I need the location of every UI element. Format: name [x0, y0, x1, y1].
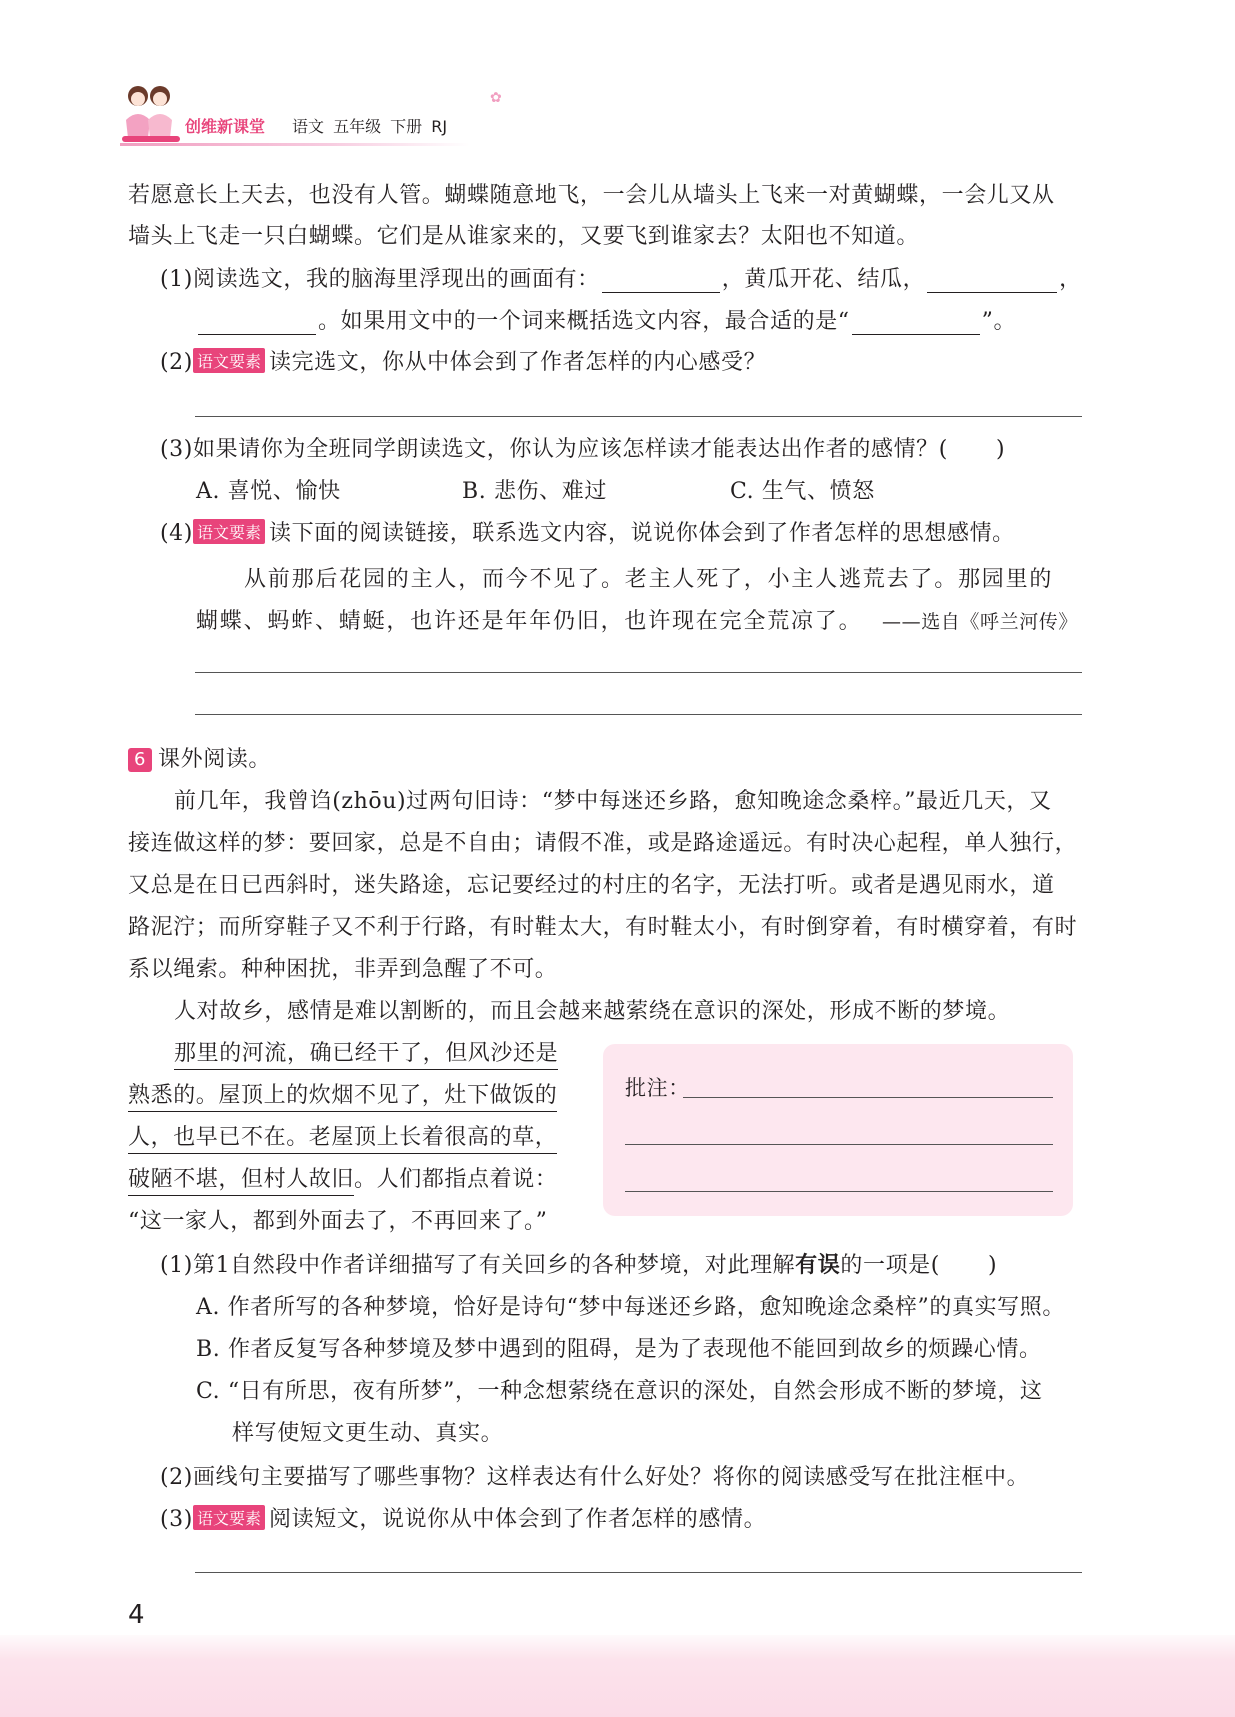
header-info: 语文 五年级 下册 RJ: [292, 117, 448, 136]
annotation-line[interactable]: [625, 1191, 1053, 1192]
language-element-badge: 语文要素: [193, 519, 265, 544]
reading-link-source: ——选自《呼兰河传》: [882, 611, 1079, 633]
question-1: [160, 262, 1082, 293]
answer-blank-3[interactable]: [198, 312, 316, 335]
answer-blank-2[interactable]: [927, 270, 1057, 293]
question-3: [160, 432, 1005, 463]
s6-question-3-num: (3): [160, 1507, 193, 1532]
article-para-1-line-3: 又总是在日已西斜时，迷失路途，忘记要经过的村庄的名字，无法打听。或者是遇见雨水，道: [128, 873, 1055, 898]
answer-line[interactable]: [195, 416, 1082, 417]
question-1-text: (1)阅读选文，我的脑海里浮现出的画面有：: [160, 267, 600, 292]
article-para-1-line-2: 接连做这样的梦：要回家，总是不自由；请假不准，或是路途遥远。有时决心起程，单人独行，: [128, 831, 1078, 856]
article-para-1-line-4: 路泥泞；而所穿鞋子又不利于行路，有时鞋太大，有时鞋太小，有时倒穿着，有时横穿着，有时: [128, 915, 1078, 940]
s6-question-1-post: 的一项是(: [840, 1253, 940, 1278]
answer-line[interactable]: [195, 672, 1082, 673]
s6-option-c-cont: 样写使短文更生动、真实。: [232, 1421, 504, 1446]
language-element-badge: 语文要素: [193, 1505, 265, 1530]
section-title: 课外阅读。: [158, 747, 272, 772]
question-4-text: 读下面的阅读链接，联系选文内容，说说你体会到了作者怎样的思想感情。: [268, 521, 1015, 546]
option-b[interactable]: B. 悲伤、难过: [462, 479, 607, 504]
logo-icon: [118, 80, 184, 146]
question-3-close: ): [995, 437, 1006, 462]
s6-option-c[interactable]: C. “日有所思，夜有所梦”，一种念想萦绕在意识的深处，自然会形成不断的梦境，这: [196, 1379, 1043, 1404]
article-para-2: 人对故乡，感情是难以割断的，而且会越来越萦绕在意识的深处，形成不断的梦境。: [174, 999, 1011, 1024]
s6-option-b[interactable]: B. 作者反复写各种梦境及梦中遇到的阻碍，是为了表现他不能回到故乡的烦躁心情。: [196, 1337, 1042, 1362]
option-a[interactable]: A. 喜悦、愉快: [196, 479, 341, 504]
underlined-line-4: 破陋不堪，但村人故旧。人们都指点着说：: [128, 1162, 557, 1193]
passage-line-1: 若愿意长上天去，也没有人管。蝴蝶随意地飞，一会儿从墙头上飞来一对黄蝴蝶，一会儿又从: [128, 183, 1055, 208]
question-4-num: (4): [160, 521, 193, 546]
footer-decoration: [0, 1635, 1235, 1717]
question-4: [160, 516, 1015, 547]
question-2: [160, 345, 766, 376]
article-para-3-end: “这一家人，都到外面去了，不再回来了。”: [128, 1209, 548, 1234]
emphasis-text: 有误: [795, 1253, 841, 1278]
s6-question-1-close: ): [987, 1253, 998, 1278]
article-para-1-line-1: 前几年，我曾诌(zhōu)过两句旧诗：“梦中每迷还乡路，愈知晚途念桑梓。”最近几天，又: [174, 789, 1052, 814]
question-2-num: (2): [160, 350, 193, 375]
answer-blank-4[interactable]: [852, 312, 980, 335]
s6-question-1-text: (1)第1自然段中作者详细描写了有关回乡的各种梦境，对此理解: [160, 1253, 796, 1278]
reading-link-line-2: 蝴蝶、蚂蚱、蜻蜓，也许还是年年仍旧，也许现在完全荒凉了。: [196, 609, 863, 634]
annotation-line[interactable]: [683, 1097, 1053, 1098]
section-number-badge: 6: [128, 748, 152, 772]
flower-decoration-icon: ✿: [490, 90, 502, 106]
section-6-heading: [128, 742, 271, 773]
language-element-badge: 语文要素: [193, 348, 265, 373]
underlined-line-1: 那里的河流，确已经干了，但风沙还是: [174, 1036, 558, 1067]
answer-line[interactable]: [195, 1572, 1082, 1573]
underlined-line-2: 熟悉的。屋顶上的炊烟不见了，灶下做饭的: [128, 1078, 557, 1109]
s6-option-a[interactable]: A. 作者所写的各种梦境，恰好是诗句“梦中每迷还乡路，愈知晚途念桑梓”的真实写照。: [196, 1295, 1065, 1320]
s6-question-3-text: 阅读短文，说说你从中体会到了作者怎样的感情。: [268, 1507, 767, 1532]
question-1-summary: 。如果用文中的一个词来概括选文内容，最合适的是“: [318, 309, 850, 334]
question-1-cont: [196, 304, 1016, 335]
passage-line-2: 墙头上飞走一只白蝴蝶。它们是从谁家来的，又要飞到谁家去？太阳也不知道。: [128, 224, 920, 249]
question-1-mid: ，黄瓜开花、结瓜，: [721, 267, 926, 292]
question-3-text: (3)如果请你为全班同学朗读选文，你认为应该怎样读才能表达出作者的感情？(: [160, 437, 948, 462]
underlined-line-3: 人，也早已不在。老屋顶上长着很高的草，: [128, 1120, 557, 1151]
answer-blank-1[interactable]: [602, 270, 720, 293]
header-brand: 创维新课堂: [185, 117, 266, 136]
question-1-end: ”。: [981, 309, 1017, 334]
option-c[interactable]: C. 生气、愤怒: [730, 479, 875, 504]
s6-question-2: (2)画线句主要描写了哪些事物？这样表达有什么好处？将你的阅读感受写在批注框中。: [160, 1465, 1030, 1490]
reading-link-line-1: 从前那后花园的主人，而今不见了。老主人死了，小主人逃荒去了。那园里的: [244, 567, 1054, 592]
answer-line[interactable]: [195, 714, 1082, 715]
page-number: 4: [128, 1600, 145, 1630]
annotation-label: 批注：: [625, 1076, 690, 1100]
question-1-comma: ，: [1059, 267, 1082, 292]
question-2-text: 读完选文，你从中体会到了作者怎样的内心感受？: [268, 350, 767, 375]
s6-question-3: [160, 1502, 766, 1533]
s6-question-1: [160, 1248, 997, 1279]
annotation-line[interactable]: [625, 1144, 1053, 1145]
article-para-1-line-5: 系以绳索。种种困扰，非弄到急醒了不可。: [128, 957, 558, 982]
header-divider: [120, 143, 470, 146]
